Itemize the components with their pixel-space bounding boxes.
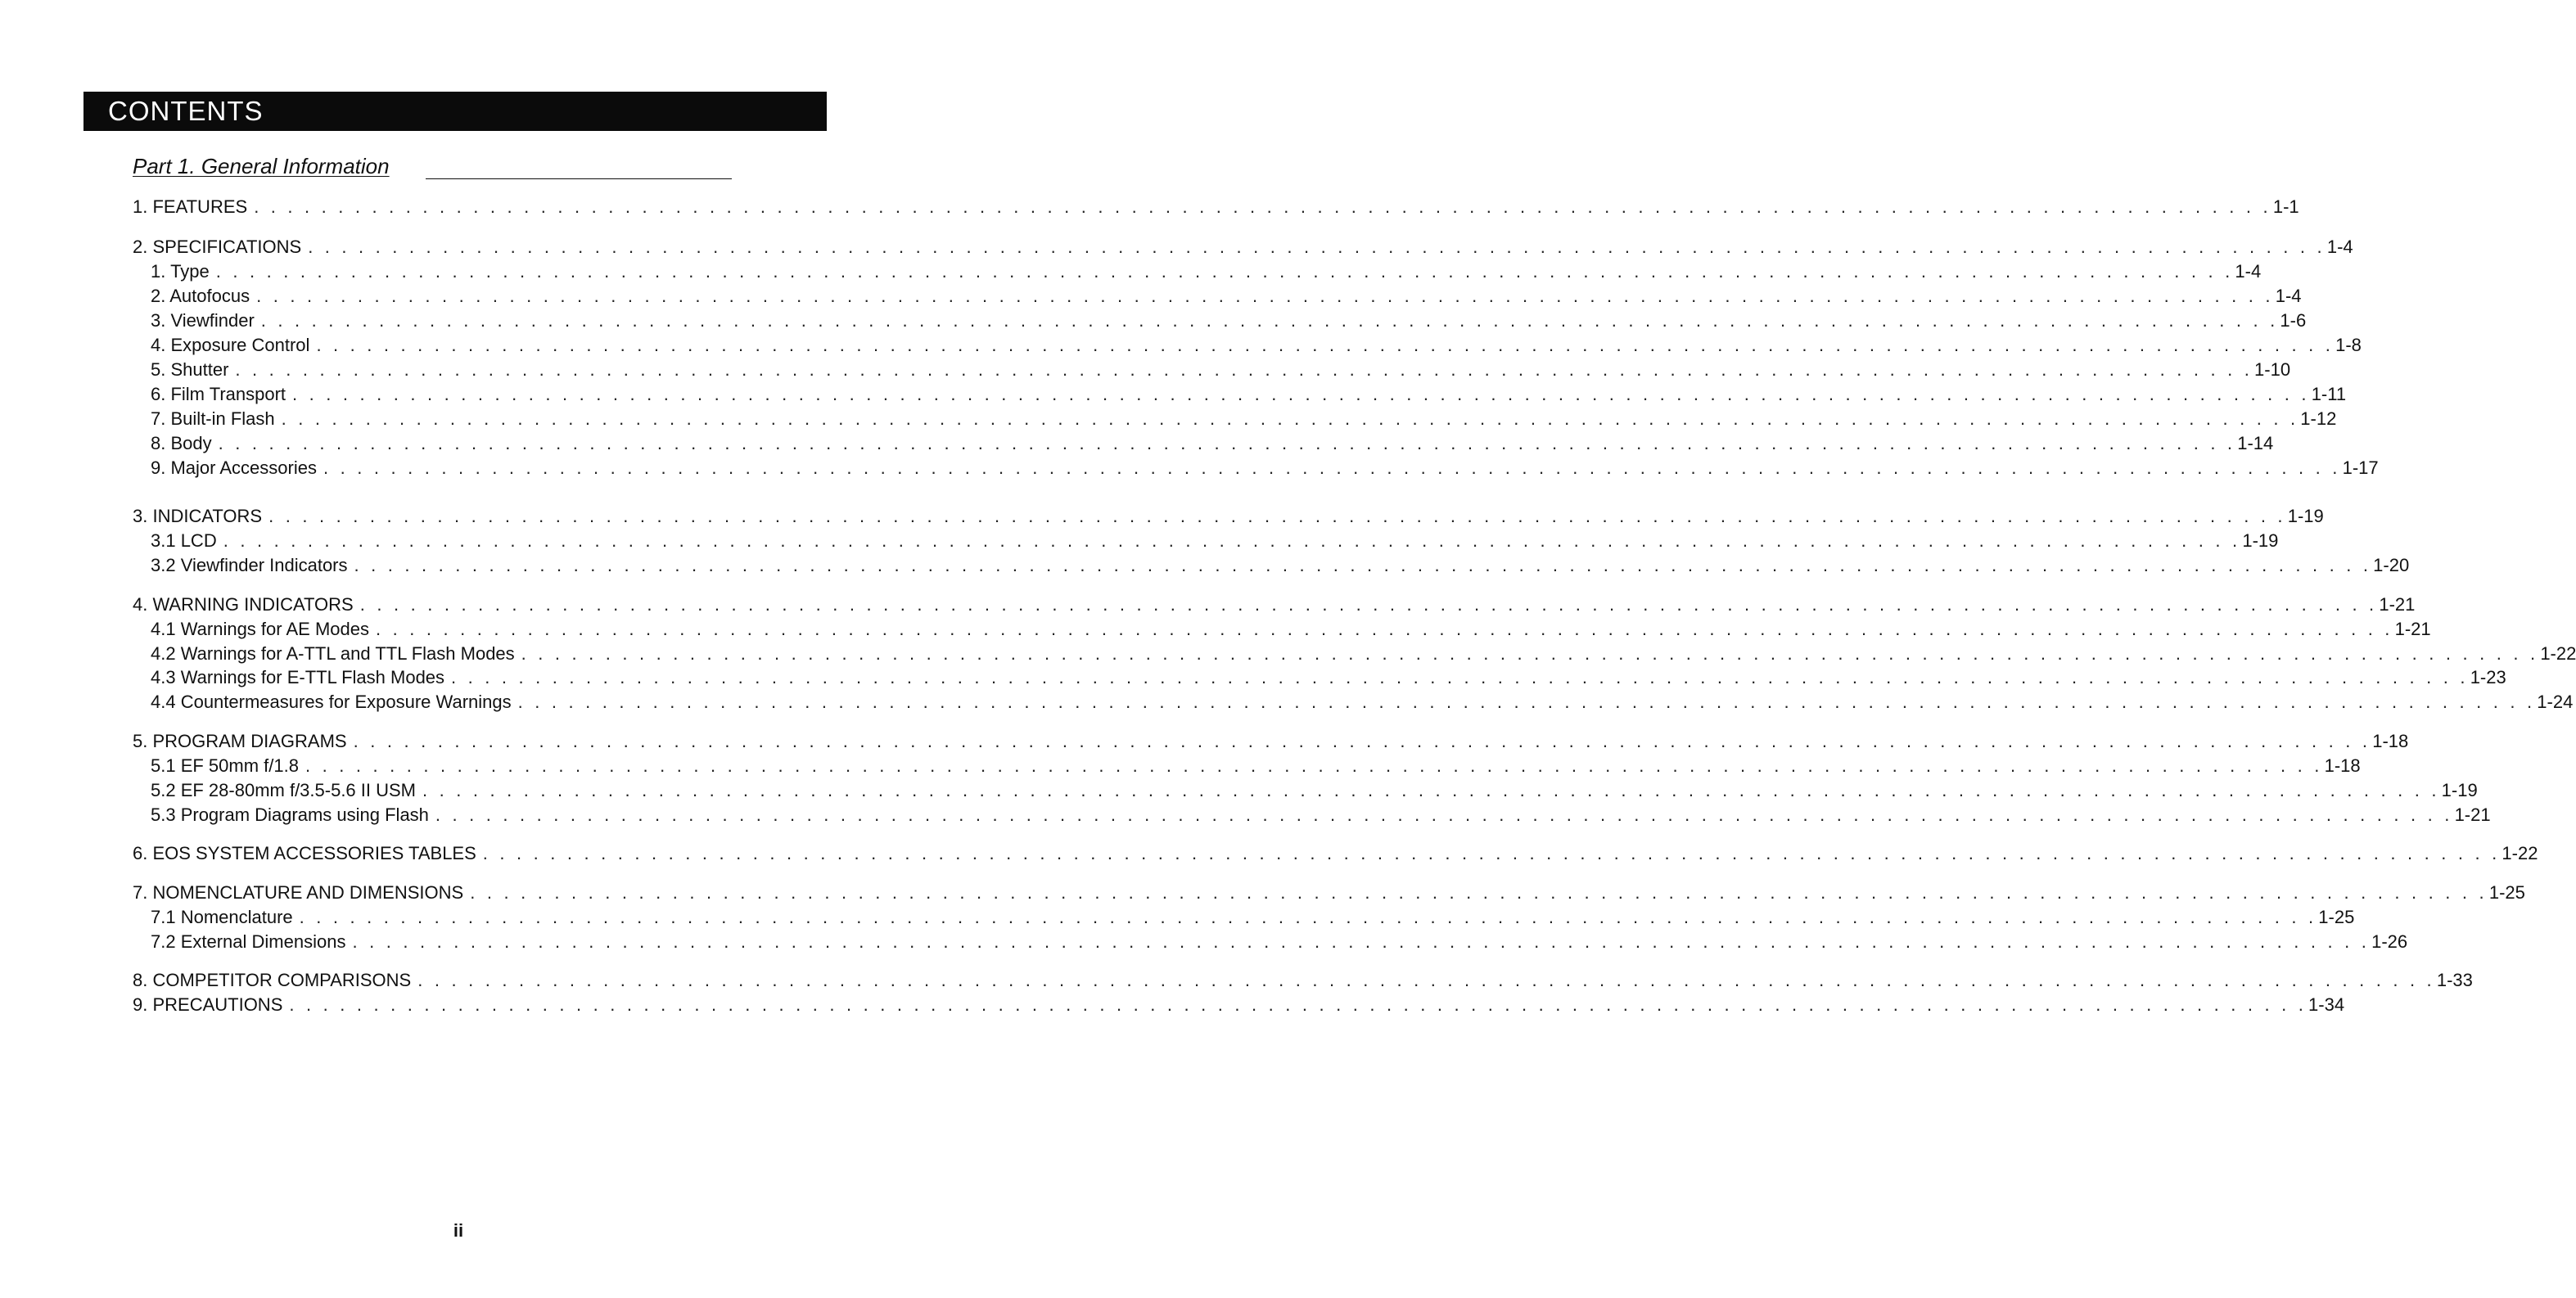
dot-leader: . . . . . . . . . . . . . . . . . . . . . . . . . . . . . . . . . . . . . . . . . . . . . . . . . . . . . . . . . . . . . . . . . . . . . . . . . . . . . . . . . . . . . . . . . . . . . . . . . . . . . . . . . . . . . . . . . . . . . . . . xyxy=(305,755,2323,776)
dot-leader: . . . . . . . . . . . . . . . . . . . . . . . . . . . . . . . . . . . . . . . . . . . . . . . . . . . . . . . . . . . . . . . . . . . . . . . . . . . . . . . . . . . . . . . . . . . . . . . . . . . . . . . . . . . . . . . . . . . . . . . . xyxy=(268,506,2286,526)
toc-entry-label: 3.1 LCD xyxy=(151,530,217,551)
toc-entry-page: 1-22 xyxy=(2502,843,2538,863)
toc-entry-page: 1-24 xyxy=(2537,692,2574,712)
toc-entry-page: 1-19 xyxy=(2242,530,2279,551)
toc-subentry xyxy=(151,617,2431,642)
dot-leader: . . . . . . . . . . . . . . . . . . . . . . . . . . . . . . . . . . . . . . . . . . . . . . . . . . . . . . . . . . . . . . . . . . . . . . . . . . . . . . . . . . . . . . . . . . . . . . . . . . . . . . . . . . . . . . . . . . . . . . . . xyxy=(435,804,2453,825)
toc-subentry xyxy=(151,407,2337,431)
toc-entry-page: 1-21 xyxy=(2379,594,2416,615)
dot-leader: . . . . . . . . . . . . . . . . . . . . . . . . . . . . . . . . . . . . . . . . . . . . . . . . . . . . . . . . . . . . . . . . . . . . . . . . . . . . . . . . . . . . . . . . . . . . . . . . . . . . . . . . . . . . . . . . . . . . . . . . xyxy=(375,619,2393,639)
toc-entry xyxy=(133,968,2473,993)
table-of-contents xyxy=(133,0,2576,1298)
toc-subentry xyxy=(151,309,2307,333)
toc-entry-page: 1-4 xyxy=(2275,286,2302,306)
dot-leader: . . . . . . . . . . . . . . . . . . . . . . . . . . . . . . . . . . . . . . . . . . . . . . . . . . . . . . . . . . . . . . . . . . . . . . . . . . . . . . . . . . . . . . . . . . . . . . . . . . . . . . . . . . . . . . . . . . . . . . . . xyxy=(417,970,2435,990)
toc-entry xyxy=(133,195,2299,219)
toc-entry-page: 1-33 xyxy=(2436,970,2473,990)
toc-entry-label: 5. PROGRAM DIAGRAMS xyxy=(133,731,347,751)
toc-subentry xyxy=(151,754,2361,778)
dot-leader: . . . . . . . . . . . . . . . . . . . . . . . . . . . . . . . . . . . . . . . . . . . . . . . . . . . . . . . . . . . . . . . . . . . . . . . . . . . . . . . . . . . . . . . . . . . . . . . . . . . . . . . . . . . . . . . . . . . . . . . . xyxy=(281,408,2299,429)
dot-leader: . . . . . . . . . . . . . . . . . . . . . . . . . . . . . . . . . . . . . . . . . . . . . . . . . . . . . . . . . . . . . . . . . . . . . . . . . . . . . . . . . . . . . . . . . . . . . . . . . . . . . . . . . . . . . . . . . . . . . . . . xyxy=(470,882,2488,903)
toc-entry-label: 8. Body xyxy=(151,433,212,453)
dot-leader: . . . . . . . . . . . . . . . . . . . . . . . . . . . . . . . . . . . . . . . . . . . . . . . . . . . . . . . . . . . . . . . . . . . . . . . . . . . . . . . . . . . . . . . . . . . . . . . . . . . . . . . . . . . . . . . . . . . . . . . . xyxy=(254,196,2271,217)
toc-entry-label: 6. Film Transport xyxy=(151,384,286,404)
toc-entry-label: 4.4 Countermeasures for Exposure Warnings xyxy=(151,692,512,712)
dot-leader: . . . . . . . . . . . . . . . . . . . . . . . . . . . . . . . . . . . . . . . . . . . . . . . . . . . . . . . . . . . . . . . . . . . . . . . . . . . . . . . . . . . . . . . . . . . . . . . . . . . . . . . . . . . . . . . . . . . . . . . . xyxy=(215,261,2234,282)
toc-entry-page: 1-14 xyxy=(2237,433,2274,453)
toc-entry xyxy=(133,593,2416,617)
dot-leader: . . . . . . . . . . . . . . . . . . . . . . . . . . . . . . . . . . . . . . . . . . . . . . . . . . . . . . . . . . . . . . . . . . . . . . . . . . . . . . . . . . . . . . . . . . . . . . . . . . . . . . . . . . . . . . . . . . . . . . . . xyxy=(359,594,2378,615)
toc-entry-page: 1-10 xyxy=(2254,359,2291,380)
toc-entry-page: 1-34 xyxy=(2308,994,2345,1015)
toc-entry-label: 1. Type xyxy=(151,261,210,282)
toc-entry-page: 1-17 xyxy=(2342,457,2379,478)
toc-entry-label: 9. PRECAUTIONS xyxy=(133,994,283,1015)
page-number: ii xyxy=(453,1220,464,1241)
toc-entry-label: 5.2 EF 28-80mm f/3.5-5.6 II USM xyxy=(151,780,417,800)
toc-entry-label: 4. Exposure Control xyxy=(151,335,310,355)
toc-entry-page: 1-23 xyxy=(2470,667,2506,687)
toc-subentry xyxy=(151,529,2279,553)
toc-entry-label: 4.3 Warnings for E-TTL Flash Modes xyxy=(151,667,445,687)
toc-entry-page: 1-4 xyxy=(2326,237,2353,257)
toc-subentry xyxy=(151,456,2379,480)
dot-leader: . . . . . . . . . . . . . . . . . . . . . . . . . . . . . . . . . . . . . . . . . . . . . . . . . . . . . . . . . . . . . . . . . . . . . . . . . . . . . . . . . . . . . . . . . . . . . . . . . . . . . . . . . . . . . . . . . . . . . . . . xyxy=(316,335,2335,355)
toc-entry-page: 1-12 xyxy=(2300,408,2337,429)
toc-subentry xyxy=(151,358,2291,382)
toc-entry-page: 1-6 xyxy=(2280,310,2307,331)
toc-entry-label: 4. WARNING INDICATORS xyxy=(133,594,354,615)
toc-subentry xyxy=(151,284,2302,309)
toc-entry xyxy=(133,504,2324,529)
toc-entry-label: 7. NOMENCLATURE AND DIMENSIONS xyxy=(133,882,464,903)
toc-entry xyxy=(133,841,2538,866)
toc-entry-page: 1-8 xyxy=(2335,335,2362,355)
toc-entry-page: 1-20 xyxy=(2373,555,2410,575)
dot-leader: . . . . . . . . . . . . . . . . . . . . . . . . . . . . . . . . . . . . . . . . . . . . . . . . . . . . . . . . . . . . . . . . . . . . . . . . . . . . . . . . . . . . . . . . . . . . . . . . . . . . . . . . . . . . . . . . . . . . . . . . xyxy=(352,931,2371,952)
toc-entry-page: 1-25 xyxy=(2318,907,2355,927)
toc-subentry xyxy=(151,665,2506,690)
toc-subentry xyxy=(151,803,2491,827)
dot-leader: . . . . . . . . . . . . . . . . . . . . . . . . . . . . . . . . . . . . . . . . . . . . . . . . . . . . . . . . . . . . . . . . . . . . . . . . . . . . . . . . . . . . . . . . . . . . . . . . . . . . . . . . . . . . . . . . . . . . . . . . xyxy=(422,780,2440,800)
toc-entry-label: 4.1 Warnings for AE Modes xyxy=(151,619,369,639)
toc-entry xyxy=(133,235,2353,259)
toc-subentry xyxy=(151,431,2274,456)
toc-entry-page: 1-19 xyxy=(2287,506,2324,526)
toc-subentry xyxy=(151,642,2576,666)
toc-subentry xyxy=(151,690,2574,714)
toc-entry-label: 9. Major Accessories xyxy=(151,457,317,478)
toc-subentry xyxy=(151,382,2347,407)
dot-leader: . . . . . . . . . . . . . . . . . . . . . . . . . . . . . . . . . . . . . . . . . . . . . . . . . . . . . . . . . . . . . . . . . . . . . . . . . . . . . . . . . . . . . . . . . . . . . . . . . . . . . . . . . . . . . . . . . . . . . . . . xyxy=(256,286,2274,306)
dot-leader: . . . . . . . . . . . . . . . . . . . . . . . . . . . . . . . . . . . . . . . . . . . . . . . . . . . . . . . . . . . . . . . . . . . . . . . . . . . . . . . . . . . . . . . . . . . . . . . . . . . . . . . . . . . . . . . . . . . . . . . . xyxy=(299,907,2317,927)
toc-entry-label: 2. SPECIFICATIONS xyxy=(133,237,302,257)
toc-subentry xyxy=(151,553,2410,578)
dot-leader: . . . . . . . . . . . . . . . . . . . . . . . . . . . . . . . . . . . . . . . . . . . . . . . . . . . . . . . . . . . . . . . . . . . . . . . . . . . . . . . . . . . . . . . . . . . . . . . . . . . . . . . . . . . . . . . . . . . . . . . . xyxy=(223,530,2241,551)
toc-entry xyxy=(133,993,2345,1017)
toc-subentry xyxy=(151,333,2362,358)
toc-entry xyxy=(133,881,2525,905)
toc-entry-label: 4.2 Warnings for A-TTL and TTL Flash Modes xyxy=(151,643,515,664)
toc-entry-page: 1-22 xyxy=(2540,643,2576,664)
dot-leader: . . . . . . . . . . . . . . . . . . . . . . . . . . . . . . . . . . . . . . . . . . . . . . . . . . . . . . . . . . . . . . . . . . . . . . . . . . . . . . . . . . . . . . . . . . . . . . . . . . . . . . . . . . . . . . . . . . . . . . . . xyxy=(451,667,2469,687)
toc-subentry xyxy=(151,905,2355,930)
toc-entry-label: 8. COMPETITOR COMPARISONS xyxy=(133,970,412,990)
toc-entry-label: 5.1 EF 50mm f/1.8 xyxy=(151,755,299,776)
toc-entry-label: 5.3 Program Diagrams using Flash xyxy=(151,804,429,825)
toc-entry-label: 7.1 Nomenclature xyxy=(151,907,293,927)
toc-entry-label: 7.2 External Dimensions xyxy=(151,931,346,952)
toc-entry-page: 1-25 xyxy=(2488,882,2525,903)
toc-entry-page: 1-4 xyxy=(2235,261,2262,282)
part-title: Part 1. General Information xyxy=(133,154,390,178)
toc-entry xyxy=(133,729,2409,754)
contents-title: CONTENTS xyxy=(108,96,264,126)
dot-leader: . . . . . . . . . . . . . . . . . . . . . . . . . . . . . . . . . . . . . . . . . . . . . . . . . . . . . . . . . . . . . . . . . . . . . . . . . . . . . . . . . . . . . . . . . . . . . . . . . . . . . . . . . . . . . . . . . . . . . . . . xyxy=(323,457,2341,478)
toc-entry-page: 1-11 xyxy=(2311,384,2347,404)
toc-entry-page: 1-26 xyxy=(2371,931,2408,952)
dot-leader: . . . . . . . . . . . . . . . . . . . . . . . . . . . . . . . . . . . . . . . . . . . . . . . . . . . . . . . . . . . . . . . . . . . . . . . . . . . . . . . . . . . . . . . . . . . . . . . . . . . . . . . . . . . . . . . . . . . . . . . . xyxy=(521,643,2539,664)
dot-leader: . . . . . . . . . . . . . . . . . . . . . . . . . . . . . . . . . . . . . . . . . . . . . . . . . . . . . . . . . . . . . . . . . . . . . . . . . . . . . . . . . . . . . . . . . . . . . . . . . . . . . . . . . . . . . . . . . . . . . . . . xyxy=(482,843,2501,863)
toc-entry-page: 1-21 xyxy=(2454,804,2491,825)
dot-leader: . . . . . . . . . . . . . . . . . . . . . . . . . . . . . . . . . . . . . . . . . . . . . . . . . . . . . . . . . . . . . . . . . . . . . . . . . . . . . . . . . . . . . . . . . . . . . . . . . . . . . . . . . . . . . . . . . . . . . . . . xyxy=(354,555,2372,575)
toc-entry-label: 3. Viewfinder xyxy=(151,310,255,331)
toc-subentry xyxy=(151,930,2408,954)
dot-leader: . . . . . . . . . . . . . . . . . . . . . . . . . . . . . . . . . . . . . . . . . . . . . . . . . . . . . . . . . . . . . . . . . . . . . . . . . . . . . . . . . . . . . . . . . . . . . . . . . . . . . . . . . . . . . . . . . . . . . . . . xyxy=(289,994,2308,1015)
dot-leader: . . . . . . . . . . . . . . . . . . . . . . . . . . . . . . . . . . . . . . . . . . . . . . . . . . . . . . . . . . . . . . . . . . . . . . . . . . . . . . . . . . . . . . . . . . . . . . . . . . . . . . . . . . . . . . . . . . . . . . . . xyxy=(517,692,2536,712)
dot-leader: . . . . . . . . . . . . . . . . . . . . . . . . . . . . . . . . . . . . . . . . . . . . . . . . . . . . . . . . . . . . . . . . . . . . . . . . . . . . . . . . . . . . . . . . . . . . . . . . . . . . . . . . . . . . . . . . . . . . . . . . xyxy=(308,237,2326,257)
toc-entry-page: 1-18 xyxy=(2324,755,2361,776)
toc-entry-label: 2. Autofocus xyxy=(151,286,250,306)
toc-entry-label: 6. EOS SYSTEM ACCESSORIES TABLES xyxy=(133,843,476,863)
toc-entry-label: 1. FEATURES xyxy=(133,196,248,217)
dot-leader: . . . . . . . . . . . . . . . . . . . . . . . . . . . . . . . . . . . . . . . . . . . . . . . . . . . . . . . . . . . . . . . . . . . . . . . . . . . . . . . . . . . . . . . . . . . . . . . . . . . . . . . . . . . . . . . . . . . . . . . . xyxy=(235,359,2253,380)
toc-entry-page: 1-18 xyxy=(2372,731,2409,751)
dot-leader: . . . . . . . . . . . . . . . . . . . . . . . . . . . . . . . . . . . . . . . . . . . . . . . . . . . . . . . . . . . . . . . . . . . . . . . . . . . . . . . . . . . . . . . . . . . . . . . . . . . . . . . . . . . . . . . . . . . . . . . . xyxy=(292,384,2310,404)
toc-subentry xyxy=(151,778,2478,803)
toc-entry-label: 3.2 Viewfinder Indicators xyxy=(151,555,348,575)
toc-entry-page: 1-19 xyxy=(2441,780,2478,800)
dot-leader: . . . . . . . . . . . . . . . . . . . . . . . . . . . . . . . . . . . . . . . . . . . . . . . . . . . . . . . . . . . . . . . . . . . . . . . . . . . . . . . . . . . . . . . . . . . . . . . . . . . . . . . . . . . . . . . . . . . . . . . . xyxy=(353,731,2371,751)
toc-entry-label: 3. INDICATORS xyxy=(133,506,263,526)
dot-leader: . . . . . . . . . . . . . . . . . . . . . . . . . . . . . . . . . . . . . . . . . . . . . . . . . . . . . . . . . . . . . . . . . . . . . . . . . . . . . . . . . . . . . . . . . . . . . . . . . . . . . . . . . . . . . . . . . . . . . . . . xyxy=(260,310,2279,331)
toc-subentry xyxy=(151,259,2262,284)
toc-entry-label: 5. Shutter xyxy=(151,359,229,380)
dot-leader: . . . . . . . . . . . . . . . . . . . . . . . . . . . . . . . . . . . . . . . . . . . . . . . . . . . . . . . . . . . . . . . . . . . . . . . . . . . . . . . . . . . . . . . . . . . . . . . . . . . . . . . . . . . . . . . . . . . . . . . . xyxy=(218,433,2236,453)
toc-entry-page: 1-21 xyxy=(2394,619,2431,639)
toc-entry-label: 7. Built-in Flash xyxy=(151,408,275,429)
toc-entry-page: 1-1 xyxy=(2272,196,2299,217)
